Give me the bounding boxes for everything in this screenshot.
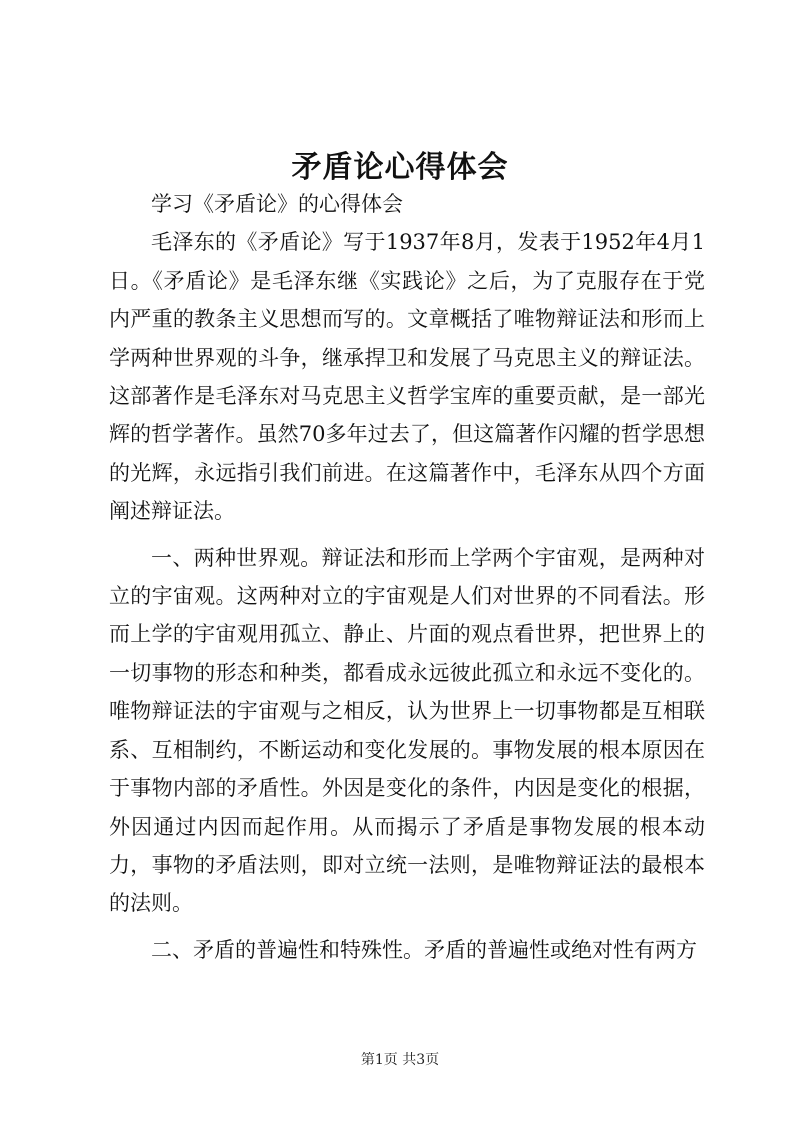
- document-body: [109, 185, 705, 969]
- document-title: 矛盾论心得体会: [291, 150, 509, 185]
- paragraph-intro: 毛泽东的《矛盾论》写于1937年8月，发表于1952年4月1日。《矛盾论》是毛泽东继《实践论》之后，为了克服存在于党内严重的教条主义思想而写的。文章概括了唯物辩证法和形而上学两种世界观的斗争，继承捍卫和发展了马克思主义的辩证法。这部著作是毛泽东对马克思主义哲学宝库的重要贡献，是一部光辉的哲学著作。虽然70多年过去了，但这篇著作闪耀的哲学思想的光辉，永远指引我们前进。在这篇著作中，毛泽东从四个方面阐述辩证法。: [109, 230, 705, 524]
- page-footer: 第1页 共3页: [360, 1052, 440, 1068]
- paragraph-section-one: 一、两种世界观。辩证法和形而上学两个宇宙观，是两种对立的宇宙观。这两种对立的宇宙观是人们对世界的不同看法。形而上学的宇宙观用孤立、静止、片面的观点看世界，把世界上的一切事物的形态和种类，都看成永远彼此孤立和永远不变化的。唯物辩证法的宇宙观与之相反，认为世界上一切事物都是互相联系、互相制约，不断运动和变化发展的。事物发展的根本原因在于事物内部的矛盾性。外因是变化的条件，内因是变化的根据，外因通过内因而起作用。从而揭示了矛盾是事物发展的根本动力，事物的矛盾法则，即对立统一法则，是唯物辩证法的最根本的法则。: [109, 545, 705, 916]
- paragraph-subtitle: 学习《矛盾论》的心得体会: [151, 192, 403, 216]
- paragraph-section-two: 二、矛盾的普遍性和特殊性。矛盾的普遍性或绝对性有两方: [151, 937, 697, 962]
